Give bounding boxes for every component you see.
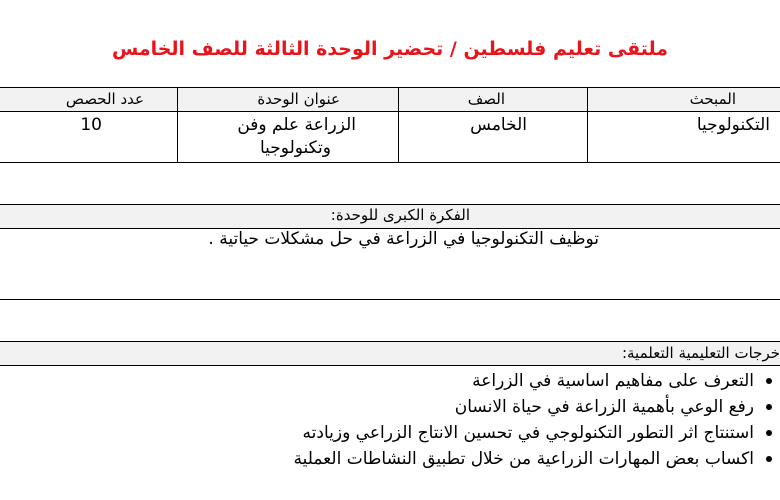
list-item: اكساب بعض المهارات الزراعية من خلال تطبيق النشاطات العملية — [0, 446, 780, 472]
big-idea-text: توظيف التكنولوجيا في الزراعة في حل مشكلات حياتية . — [208, 229, 599, 249]
table-col-divider — [398, 87, 399, 163]
header-periods: عدد الحصص — [65, 90, 144, 108]
outcomes-heading: خرجات التعليمية التعلمية: — [621, 344, 780, 362]
table-header-divider — [0, 111, 780, 112]
outcomes-header-divider — [0, 365, 780, 366]
big-idea-top-border — [0, 204, 780, 205]
cell-grade: الخامس — [470, 115, 527, 135]
page-title: ملتقى تعليم فلسطين / تحضير الوحدة الثالثة للصف الخامس — [111, 38, 669, 60]
table-col-divider — [587, 87, 588, 163]
list-item: رفع الوعي بأهمية الزراعة في حياة الانسان — [0, 394, 780, 420]
list-item: التعرف على مفاهيم اساسية في الزراعة — [0, 368, 780, 394]
table-col-divider — [177, 87, 178, 163]
table-bottom-border — [0, 162, 780, 163]
bullet-icon — [766, 378, 772, 384]
header-subject: المبحث — [689, 90, 736, 108]
cell-subject: التكنولوجيا — [696, 115, 770, 135]
cell-unit-title-line2: وتكنولوجيا — [259, 138, 331, 158]
header-grade: الصف — [467, 90, 505, 108]
bullet-icon — [766, 404, 772, 410]
outcomes-list — [0, 368, 780, 472]
table-top-border — [0, 87, 780, 88]
bullet-icon — [766, 456, 772, 462]
list-item: استنتاج اثر التطور التكنولوجي في تحسين الانتاج الزراعي وزيادته — [0, 420, 780, 446]
big-idea-heading: الفكرة الكبرى للوحدة: — [330, 206, 470, 224]
bullet-icon — [766, 430, 772, 436]
header-unit-title: عنوان الوحدة — [257, 90, 340, 108]
big-idea-bottom-border — [0, 299, 780, 300]
outcomes-top-border — [0, 341, 780, 342]
cell-unit-title-line1: الزراعة علم وفن — [237, 115, 356, 135]
cell-periods: 10 — [80, 115, 102, 135]
